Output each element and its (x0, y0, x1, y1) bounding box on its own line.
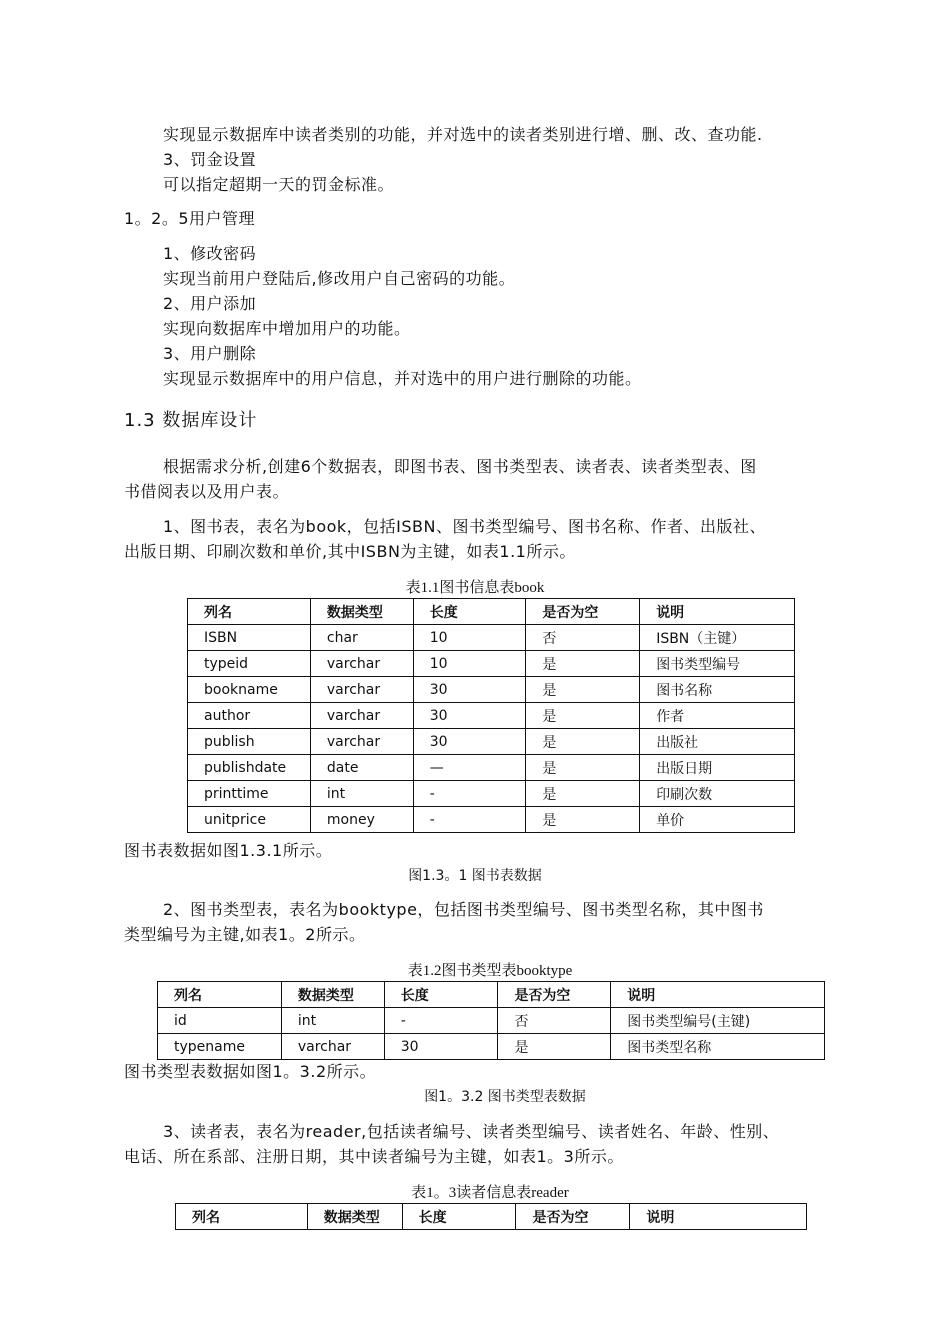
table-header-cell: 数据类型 (307, 1204, 402, 1230)
table-header-cell: 列名 (158, 982, 282, 1008)
table-cell: 是 (526, 755, 640, 781)
table-row (188, 729, 795, 755)
table1-caption: 表1.1图书信息表book (405, 580, 545, 596)
paragraph-delete-user: 实现显示数据库中的用户信息，并对选中的用户进行删除的功能。 (163, 369, 642, 388)
item-change-password: 1、修改密码 (163, 244, 257, 263)
paragraph-fine-setting: 可以指定超期一天的罚金标准。 (163, 175, 395, 194)
table-cell: author (188, 703, 311, 729)
table-cell: 出版日期 (640, 755, 795, 781)
table-header-cell: 说明 (640, 599, 795, 625)
table-cell: typename (158, 1034, 282, 1060)
table-header-cell: 长度 (413, 599, 526, 625)
table-cell: - (413, 781, 526, 807)
table-cell: 是 (498, 1034, 611, 1060)
table-header-cell: 列名 (176, 1204, 308, 1230)
table-cell: varchar (310, 651, 413, 677)
table-cell: 图书类型编号 (640, 651, 795, 677)
table-header-cell: 数据类型 (281, 982, 384, 1008)
table-cell: publish (188, 729, 311, 755)
figure2-caption: 图1。3.2 图书类型表数据 (424, 1089, 586, 1105)
table-book (187, 598, 795, 833)
table-cell: bookname (188, 677, 311, 703)
table-cell: unitprice (188, 807, 311, 833)
paragraph-booktype-line2: 类型编号为主键,如表1。2所示。 (124, 925, 366, 944)
table-header-cell: 列名 (188, 599, 311, 625)
table-cell: 图书类型名称 (611, 1034, 825, 1060)
table-cell: 30 (413, 677, 526, 703)
table-cell: 10 (413, 625, 526, 651)
table-row (188, 781, 795, 807)
paragraph-change-password: 实现当前用户登陆后,修改用户自己密码的功能。 (163, 269, 516, 288)
table-row (188, 677, 795, 703)
table-cell: 否 (526, 625, 640, 651)
table-cell: 是 (526, 651, 640, 677)
section-heading-1-3: 1.3 数据库设计 (124, 410, 258, 431)
paragraph-book-line1: 1、图书表，表名为book，包括ISBN、图书类型编号、图书名称、作者、出版社、 (163, 517, 767, 536)
table-cell: date (310, 755, 413, 781)
table-cell: 是 (526, 781, 640, 807)
table-row (188, 807, 795, 833)
table-cell: char (310, 625, 413, 651)
table-cell: 印刷次数 (640, 781, 795, 807)
table-cell: 30 (413, 729, 526, 755)
paragraph-reader-line2: 电话、所在系部、注册日期，其中读者编号为主键，如表1。3所示。 (124, 1147, 624, 1166)
table-booktype (157, 981, 825, 1060)
table-header-cell: 长度 (402, 1204, 516, 1230)
table-cell: typeid (188, 651, 311, 677)
table-row (188, 625, 795, 651)
table-cell: publishdate (188, 755, 311, 781)
table-cell: - (413, 807, 526, 833)
section-heading-1-2-5: 1。2。5用户管理 (124, 209, 256, 228)
table-cell: 是 (526, 807, 640, 833)
paragraph-book-data-ref: 图书表数据如图1.3.1所示。 (124, 841, 333, 860)
table-header-cell: 是否为空 (498, 982, 611, 1008)
table-cell: varchar (310, 703, 413, 729)
table-header-cell: 长度 (384, 982, 498, 1008)
paragraph-intro-line1: 根据需求分析,创建6个数据表，即图书表、图书类型表、读者表、读者类型表、图 (163, 457, 757, 476)
table-header-cell: 说明 (630, 1204, 807, 1230)
paragraph-booktype-line1: 2、图书类型表，表名为booktype，包括图书类型编号、图书类型名称，其中图书 (163, 900, 764, 919)
table-cell: 是 (526, 703, 640, 729)
table-row (188, 703, 795, 729)
table-cell: 是 (526, 729, 640, 755)
paragraph-reader-line1: 3、读者表，表名为reader,包括读者编号、读者类型编号、读者姓名、年龄、性别、 (163, 1122, 780, 1141)
paragraph-intro-line2: 书借阅表以及用户表。 (124, 482, 290, 501)
paragraph-book-line2: 出版日期、印刷次数和单价,其中ISBN为主键，如表1.1所示。 (124, 542, 576, 561)
table-header-row (176, 1204, 807, 1230)
table-cell: money (310, 807, 413, 833)
table-cell: 作者 (640, 703, 795, 729)
figure1-caption: 图1.3。1 图书表数据 (408, 868, 542, 884)
table-cell: 出版社 (640, 729, 795, 755)
table-header-cell: 是否为空 (526, 599, 640, 625)
table3-caption: 表1。3读者信息表reader (411, 1185, 569, 1201)
table-header-row (188, 599, 795, 625)
table-cell: 图书类型编号(主键) (611, 1008, 825, 1034)
table2-caption: 表1.2图书类型表booktype (407, 963, 573, 979)
table-cell: varchar (310, 677, 413, 703)
paragraph-add-user: 实现向数据库中增加用户的功能。 (163, 319, 411, 338)
table-cell: int (310, 781, 413, 807)
table-header-cell: 说明 (611, 982, 825, 1008)
table-cell: — (413, 755, 526, 781)
table-cell: 图书名称 (640, 677, 795, 703)
table-cell: 30 (413, 703, 526, 729)
table-reader (175, 1203, 807, 1230)
table-cell: ISBN（主键） (640, 625, 795, 651)
table-row (188, 755, 795, 781)
table-cell: 单价 (640, 807, 795, 833)
item-fine-setting: 3、罚金设置 (163, 150, 257, 169)
paragraph-booktype-data-ref: 图书类型表数据如图1。3.2所示。 (124, 1062, 377, 1081)
table-header-cell: 数据类型 (310, 599, 413, 625)
table-cell: 否 (498, 1008, 611, 1034)
table-cell: 30 (384, 1034, 498, 1060)
table-cell: - (384, 1008, 498, 1034)
table-row (158, 1034, 825, 1060)
table-header-row (158, 982, 825, 1008)
table-cell: 10 (413, 651, 526, 677)
item-delete-user: 3、用户删除 (163, 344, 257, 363)
table-cell: printtime (188, 781, 311, 807)
table-cell: 是 (526, 677, 640, 703)
table-row (188, 651, 795, 677)
table-cell: varchar (281, 1034, 384, 1060)
paragraph-reader-category: 实现显示数据库中读者类别的功能，并对选中的读者类别进行增、删、改、查功能. (163, 125, 763, 144)
table-cell: varchar (310, 729, 413, 755)
table-row (158, 1008, 825, 1034)
item-add-user: 2、用户添加 (163, 294, 257, 313)
table-cell: ISBN (188, 625, 311, 651)
table-header-cell: 是否为空 (516, 1204, 630, 1230)
table-cell: int (281, 1008, 384, 1034)
table-cell: id (158, 1008, 282, 1034)
